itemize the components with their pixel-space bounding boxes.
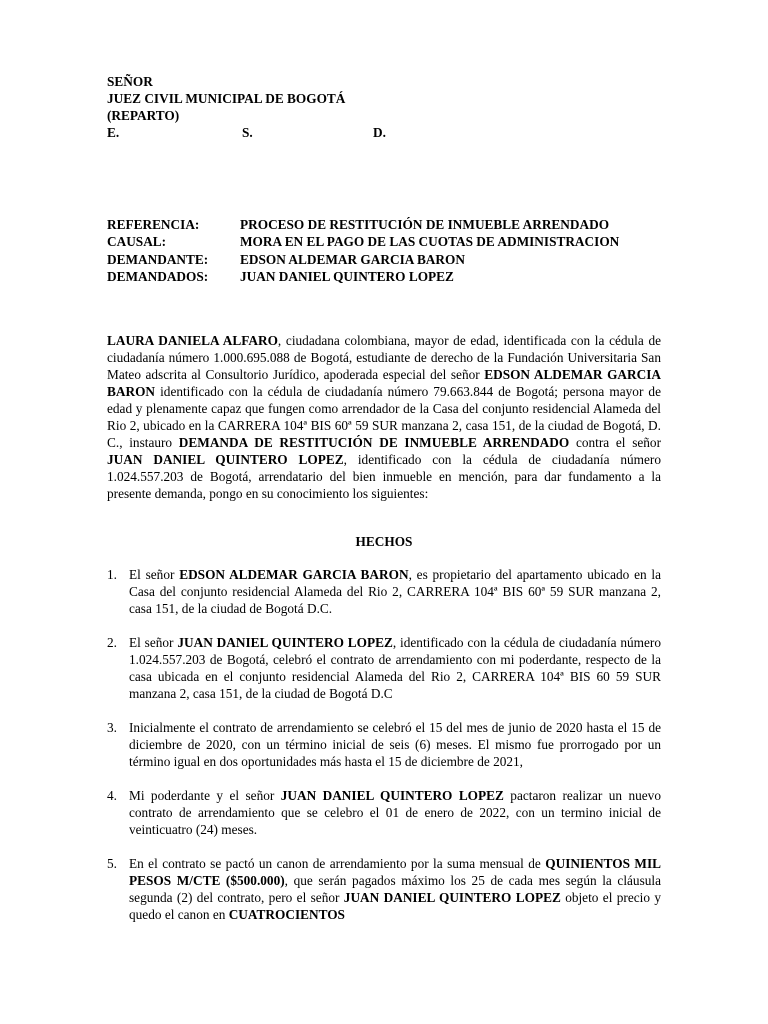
reference-value: EDSON ALDEMAR GARCIA BARON	[240, 251, 465, 267]
claim-title: DEMANDA DE RESTITUCIÓN DE INMUEBLE ARRENDADO	[178, 435, 570, 450]
item-text: , es propietario del apartamento ubicado en la Casa del conjunto residencial Alameda del Rio 2, CARRERA 104ª BIS 60ª 59 SUR manzana 2, casa 151, de la ciudad de Bogotá D.C.	[129, 567, 661, 616]
item-text: , identificado con la cédula de ciudadanía número 1.024.557.203 de Bogotá, celebró el contrato de arrendamiento con mi poderdante, respecto de la casa ubicada en el conjunto residencial Alameda del Rio 2, CARRERA 104ª BIS 60 59 SUR manzana 2, casa 151, de la ciudad de Bogotá D.C	[129, 635, 661, 701]
reference-key: DEMANDANTE:	[107, 251, 209, 267]
item-text: En el contrato se pactó un canon de arrendamiento por la suma mensual de	[129, 856, 546, 871]
reference-value: MORA EN EL PAGO DE LAS CUOTAS DE ADMINISTRACION	[240, 234, 620, 250]
plaintiff-name: EDSON ALDEMAR GARCIA BARON	[107, 367, 662, 399]
hechos-heading: HECHOS	[355, 534, 413, 549]
item-bold: QUINIENTOS MIL PESOS M/CTE ($500.000)	[129, 856, 661, 888]
item-bold: JUAN DANIEL QUINTERO LOPEZ	[280, 788, 504, 803]
item-text: El señor	[129, 567, 180, 582]
list-item	[107, 787, 661, 838]
defendant-name: JUAN DANIEL QUINTERO LOPEZ	[107, 452, 344, 467]
intro-paragraph	[107, 332, 661, 502]
list-number: 3.	[107, 720, 117, 735]
item-text: Mi poderdante y el señor	[129, 788, 281, 803]
item-bold: CUATROCIENTOS	[228, 907, 345, 922]
reference-key: REFERENCIA:	[107, 217, 200, 232]
item-bold: EDSON ALDEMAR GARCIA BARON	[179, 567, 409, 582]
reference-value: JUAN DANIEL QUINTERO LOPEZ	[240, 268, 454, 284]
list-item	[107, 634, 661, 702]
addressee-court: JUEZ CIVIL MUNICIPAL DE BOGOTÁ	[107, 91, 346, 106]
item-text: , que serán pagados máximo los 25 de cada mes según la cláusula segunda (2) del contrato, pero el señor	[129, 873, 661, 905]
reference-row	[107, 268, 619, 285]
list-number: 4.	[107, 788, 117, 803]
intro-text: contra el señor	[569, 435, 662, 450]
esd-s: S.	[242, 125, 253, 140]
item-bold: JUAN DANIEL QUINTERO LOPEZ	[177, 635, 393, 650]
esd-d: D.	[373, 125, 386, 140]
list-item	[107, 719, 661, 770]
reference-block	[107, 216, 619, 285]
item-text: pactaron realizar un nuevo contrato de arrendamiento que se celebro el 01 de enero de 2022, con un termino inicial de veinticuatro (24) meses.	[129, 788, 661, 837]
addressee-title: SEÑOR	[107, 74, 153, 89]
attorney-name: LAURA DANIELA ALFARO	[107, 333, 278, 348]
list-item	[107, 855, 661, 923]
reference-key: DEMANDADOS:	[107, 268, 209, 284]
addressee-block	[107, 73, 386, 141]
reference-value: PROCESO DE RESTITUCIÓN DE INMUEBLE ARRENDADO	[240, 217, 610, 232]
reference-key: CAUSAL:	[107, 234, 167, 250]
list-number: 1.	[107, 567, 117, 582]
addressee-reparto: (REPARTO)	[107, 108, 180, 123]
list-item	[107, 566, 661, 617]
intro-text: identificado con la cédula de ciudadanía número 79.663.844 de Bogotá; persona mayor de edad y plenamente capaz que fungen como arrendador de la Casa del conjunto residencial Alameda del Rio 2, ubicado en la CARRERA 104ª BIS 60ª 59 SUR manzana 2, casa 151, de la ciudad de Bogotá, D. C., instauro	[107, 384, 661, 450]
reference-row	[107, 233, 619, 250]
list-number: 5.	[107, 856, 117, 871]
item-bold: JUAN DANIEL QUINTERO LOPEZ	[343, 890, 561, 905]
intro-text: , ciudadana colombiana, mayor de edad, identificada con la cédula de ciudadanía número 1.000.695.088 de Bogotá, estudiante de derecho de la Fundación Universitaria San Mateo adscrita al Consultorio Jurídico, apoderada especial del señor	[107, 333, 661, 382]
item-text: Inicialmente el contrato de arrendamiento se celebró el 15 del mes de junio de 2020 hasta el 15 de diciembre de 2020, con un término inicial de seis (6) meses. El mismo fue prorrogado por un término igual en dos oportunidades más hasta el 15 de diciembre de 2021,	[129, 720, 661, 769]
list-number: 2.	[107, 635, 117, 650]
esd-e: E.	[107, 125, 120, 140]
reference-row	[107, 216, 619, 233]
reference-row	[107, 251, 619, 268]
addressee-esd	[107, 124, 386, 141]
item-text: El señor	[129, 635, 178, 650]
intro-text: , identificado con la cédula de ciudadanía número 1.024.557.203 de Bogotá, arrendatario del bien inmueble en mención, para dar fundamento a la presente demanda, pongo en su conocimiento los siguientes:	[107, 452, 661, 501]
item-text: objeto el precio y quedo el canon en	[129, 890, 661, 922]
hechos-list	[107, 566, 661, 940]
